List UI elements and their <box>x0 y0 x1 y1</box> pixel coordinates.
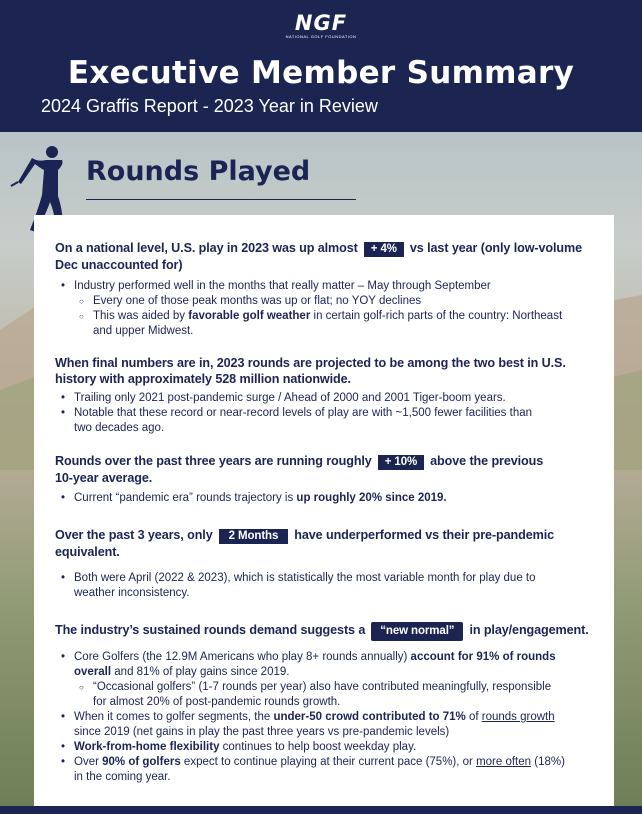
rounds-growth-link: rounds growth <box>481 711 555 723</box>
bullet-list <box>55 491 615 506</box>
list-item: • Current “pandemic era” rounds trajectory is up roughly 20% since 2019. <box>55 491 615 506</box>
heading-text: On a national level, U.S. play in 2023 was up almost <box>55 241 358 255</box>
list-item: • Trailing only 2021 post-pandemic surge / Ahead of 2000 and 2001 Tiger-boom years. <box>55 391 615 406</box>
block-projection <box>55 355 615 436</box>
bullet-list <box>55 279 615 339</box>
block-heading: When final numbers are in, 2023 rounds are projected to be among the two best in U.S. history with approximately 528 million nationwide. <box>55 356 566 386</box>
page-subtitle: 2024 Graffis Report - 2023 Year in Review <box>41 96 378 116</box>
section-title: Rounds Played <box>86 156 311 187</box>
list-item: • Over 90% of golfers expect to continue playing at their current pace (75%), or more often (18%) in the coming year. <box>55 755 615 785</box>
header-banner <box>0 0 642 132</box>
list-item: • Core Golfers (the 12.9M Americans who play 8+ rounds annually) account for 91% of rounds overall and 81% of play gains since 2019. <box>55 650 615 680</box>
block-three-year <box>55 453 615 506</box>
block-new-normal <box>55 622 615 785</box>
bullet-list <box>55 650 615 785</box>
more-often-link: more often <box>476 756 532 768</box>
percent-badge: + 10% <box>378 455 424 470</box>
logo-mark: NGF <box>294 11 348 35</box>
logo-subtext: NATIONAL GOLF FOUNDATION <box>285 34 357 39</box>
list-item: • Notable that these record or near-record levels of play are with ~1,500 fewer facilities than two decades ago. <box>55 406 615 436</box>
bottom-bar <box>0 806 642 814</box>
new-normal-badge: “new normal” <box>371 622 463 641</box>
list-item: • When it comes to golfer segments, the under-50 crowd contributed to 71% of rounds growth since 2019 (net gains in play the past three years vs pre-pandemic levels) <box>55 710 615 740</box>
list-item: ○ This was aided by favorable golf weather in certain golf-rich parts of the country: Northeast and upper Midwest. <box>55 309 615 339</box>
bullet-list <box>55 571 615 601</box>
block-heading <box>55 240 615 273</box>
block-months <box>55 527 615 601</box>
section-title-rule <box>86 199 356 200</box>
block-heading: Rounds over the past three years are running roughly + 10% above the previous 10-year average. <box>55 454 544 485</box>
bullet-list <box>55 391 615 436</box>
list-item: • Work-from-home flexibility continues to help boost weekday play. <box>55 740 615 755</box>
page-title: Executive Member Summary <box>67 55 575 91</box>
list-item: ○ “Occasional golfers” (1-7 rounds per year) also have contributed meaningfully, responsible for almost 20% of post-pandemic rounds growth. <box>55 680 615 710</box>
block-heading: The industry’s sustained rounds demand suggests a “new normal” in play/engagement. <box>55 622 615 641</box>
list-item: • Industry performed well in the months that really matter – May through September <box>55 279 615 294</box>
months-badge: 2 Months <box>219 529 289 544</box>
percent-badge: + 4% <box>364 242 404 257</box>
block-national-play <box>55 240 615 339</box>
list-item: • Both were April (2022 & 2023), which is statistically the most variable month for play due to weather inconsistency. <box>55 571 615 601</box>
heading-text: vs last year (only low-volume <box>409 241 582 255</box>
block-heading: Over the past 3 years, only 2 Months have underperformed vs their pre-pandemic equivalent. <box>55 528 555 559</box>
heading-text: Dec unaccounted for) <box>55 258 183 272</box>
ngf-logo <box>0 12 642 40</box>
list-item: ○ Every one of those peak months was up or flat; no YOY declines <box>55 294 615 309</box>
